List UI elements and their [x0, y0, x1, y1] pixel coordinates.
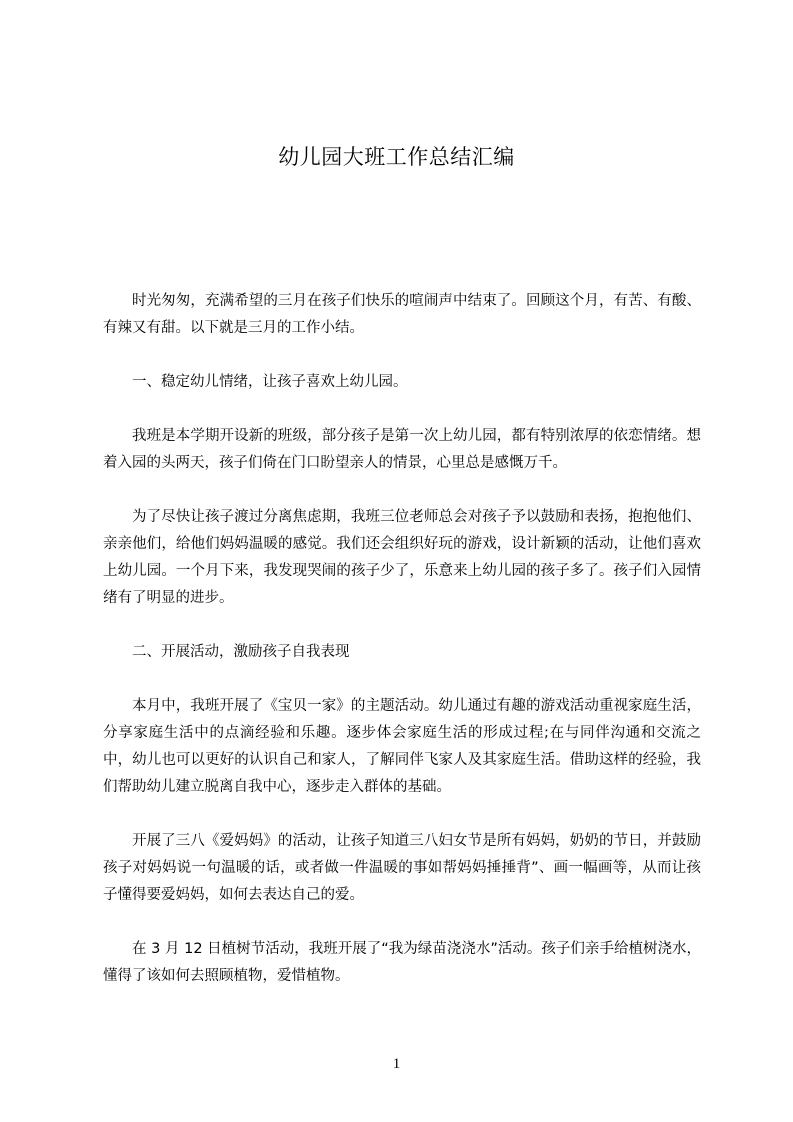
section1-paragraph-2: 为了尽快让孩子渡过分离焦虑期，我班三位老师总会对孩子予以鼓励和表扬，抱抱他们、亲亲他们，给他们妈妈温暖的感觉。我们还会组织好玩的游戏，设计新颖的活动，让他们喜欢上幼儿园。一个月下来，我发现哭闹的孩子少了，乐意来上幼儿园的孩子多了。孩子们入园情绪有了明显的进步。 [103, 509, 701, 606]
page-number: 1 [392, 1056, 401, 1072]
section2-paragraph-1: 本月中，我班开展了《宝贝一家》的主题活动。幼儿通过有趣的游戏活动重视家庭生活，分享家庭生活中的点滴经验和乐趣。逐步体会家庭生活的形成过程;在与同伴沟通和交流之中，幼儿也可以更好的认识自己和家人，了解同伴飞家人及其家庭生活。借助这样的经验，我们帮助幼儿建立脱离自我中心，逐步走入群体的基础。 [103, 698, 701, 795]
section1-paragraph-1: 我班是本学期开设新的班级，部分孩子是第一次上幼儿园，都有特别浓厚的依恋情绪。想着入园的头两天，孩子们倚在门口盼望亲人的情景，心里总是感慨万千。 [103, 428, 701, 471]
section2-paragraph-2: 开展了三八《爱妈妈》的活动，让孩子知道三八妇女节是所有妈妈，奶奶的节日，并鼓励孩子对妈妈说一句温暖的话，或者做一件温暖的事如帮妈妈捶捶背”、画一幅画等，从而让孩子懂得要爱妈妈，如何去表达自己的爱。 [103, 833, 701, 903]
document-title: 幼儿园大班工作总结汇编 [278, 145, 515, 169]
section2-paragraph-3: 在 3 月 12 日植树节活动，我班开展了“我为绿苗浇浇水”活动。孩子们亲手给植树浇水，懂得了该如何去照顾植物，爱惜植物。 [103, 941, 701, 984]
document-body [103, 288, 701, 1017]
intro-paragraph: 时光匆匆，充满希望的三月在孩子们快乐的喧闹声中结束了。回顾这个月，有苦、有酸、有辣又有甜。以下就是三月的工作小结。 [103, 293, 701, 336]
section-heading-1: 一、稳定幼儿情绪，让孩子喜欢上幼儿园。 [132, 374, 408, 390]
section-heading-2: 二、开展活动，激励孩子自我表现 [132, 644, 350, 660]
